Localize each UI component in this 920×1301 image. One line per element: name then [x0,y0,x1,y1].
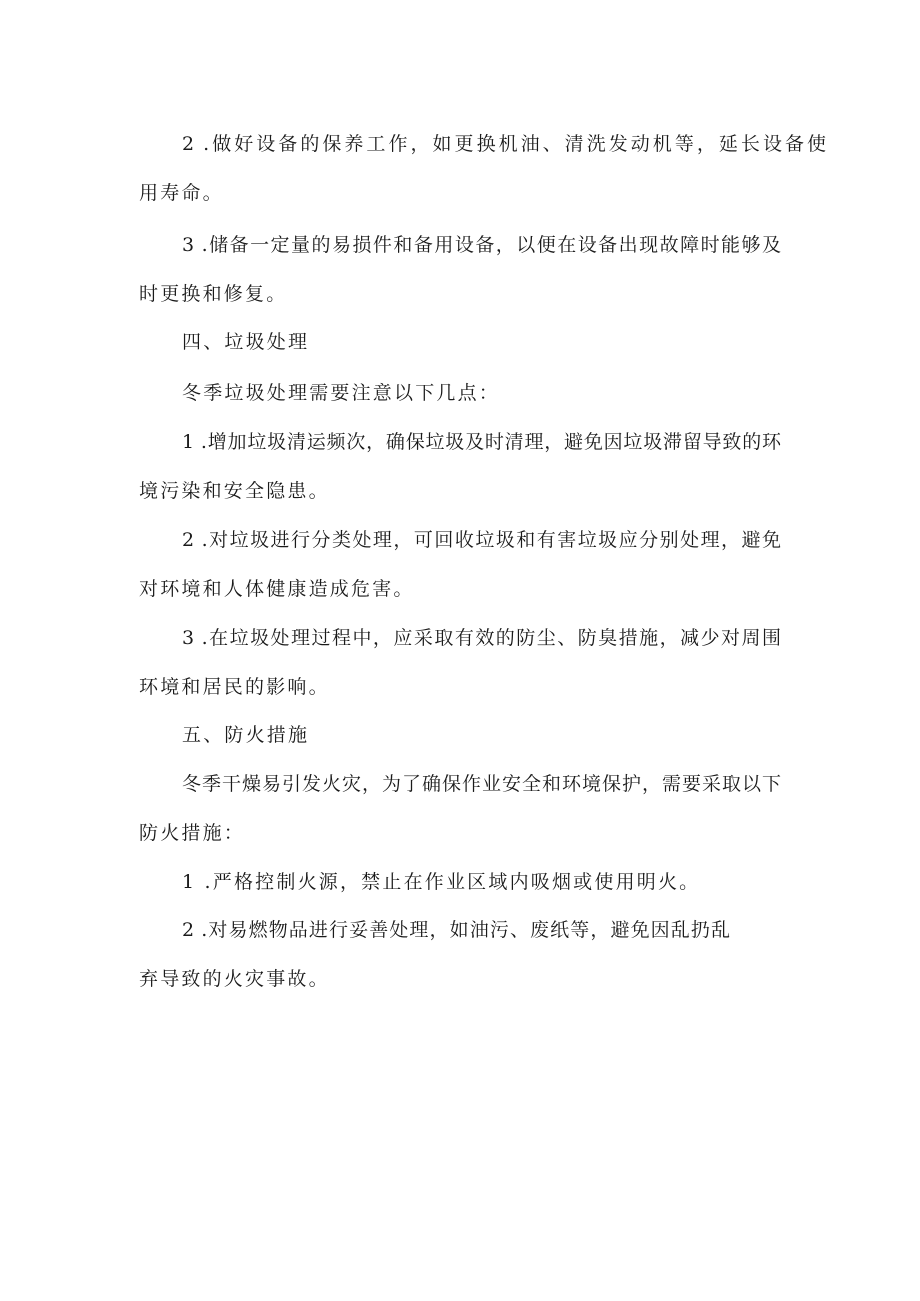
paragraph-maintenance-3-line-2: 时更换和修复。 [139,283,288,305]
paragraph-waste-3-line-1: 3 .在垃圾处理过程中，应采取有效的防尘、防臭措施，减少对周围 [182,627,781,649]
paragraph-maintenance-2-line-2: 用寿命。 [139,182,224,204]
paragraph-waste-1-line-2: 境污染和安全隐患。 [139,480,330,502]
paragraph-waste-3-line-2: 环境和居民的影响。 [139,676,330,698]
paragraph-fire-2-line-2: 弃导致的火灾事故。 [139,968,330,990]
paragraph-waste-1-line-1: 1 .增加垃圾清运频次，确保垃圾及时清理，避免因垃圾滞留导致的环 [182,431,781,453]
paragraph-fire-intro-line-1: 冬季干燥易引发火灾，为了确保作业安全和环境保护，需要采取以下 [182,773,781,795]
section-heading-waste: 四、垃圾处理 [182,331,310,353]
paragraph-fire-intro-line-2: 防火措施： [139,822,246,844]
paragraph-fire-2-line-1: 2 .对易燃物品进行妥善处理，如油污、废纸等，避免因乱扔乱 [182,919,730,941]
paragraph-maintenance-2-line-1: 2 .做好设备的保养工作，如更换机油、清洗发动机等，延长设备使 [182,133,826,155]
paragraph-waste-2-line-2: 对环境和人体健康造成危害。 [139,578,415,600]
paragraph-maintenance-3-line-1: 3 .储备一定量的易损件和备用设备，以便在设备出现故障时能够及 [182,234,781,256]
section-heading-fire: 五、防火措施 [182,724,310,746]
paragraph-fire-1: 1 .严格控制火源，禁止在作业区域内吸烟或使用明火。 [182,871,701,893]
paragraph-waste-2-line-1: 2 .对垃圾进行分类处理，可回收垃圾和有害垃圾应分别处理，避免 [182,529,781,551]
paragraph-waste-intro: 冬季垃圾处理需要注意以下几点： [182,382,501,404]
